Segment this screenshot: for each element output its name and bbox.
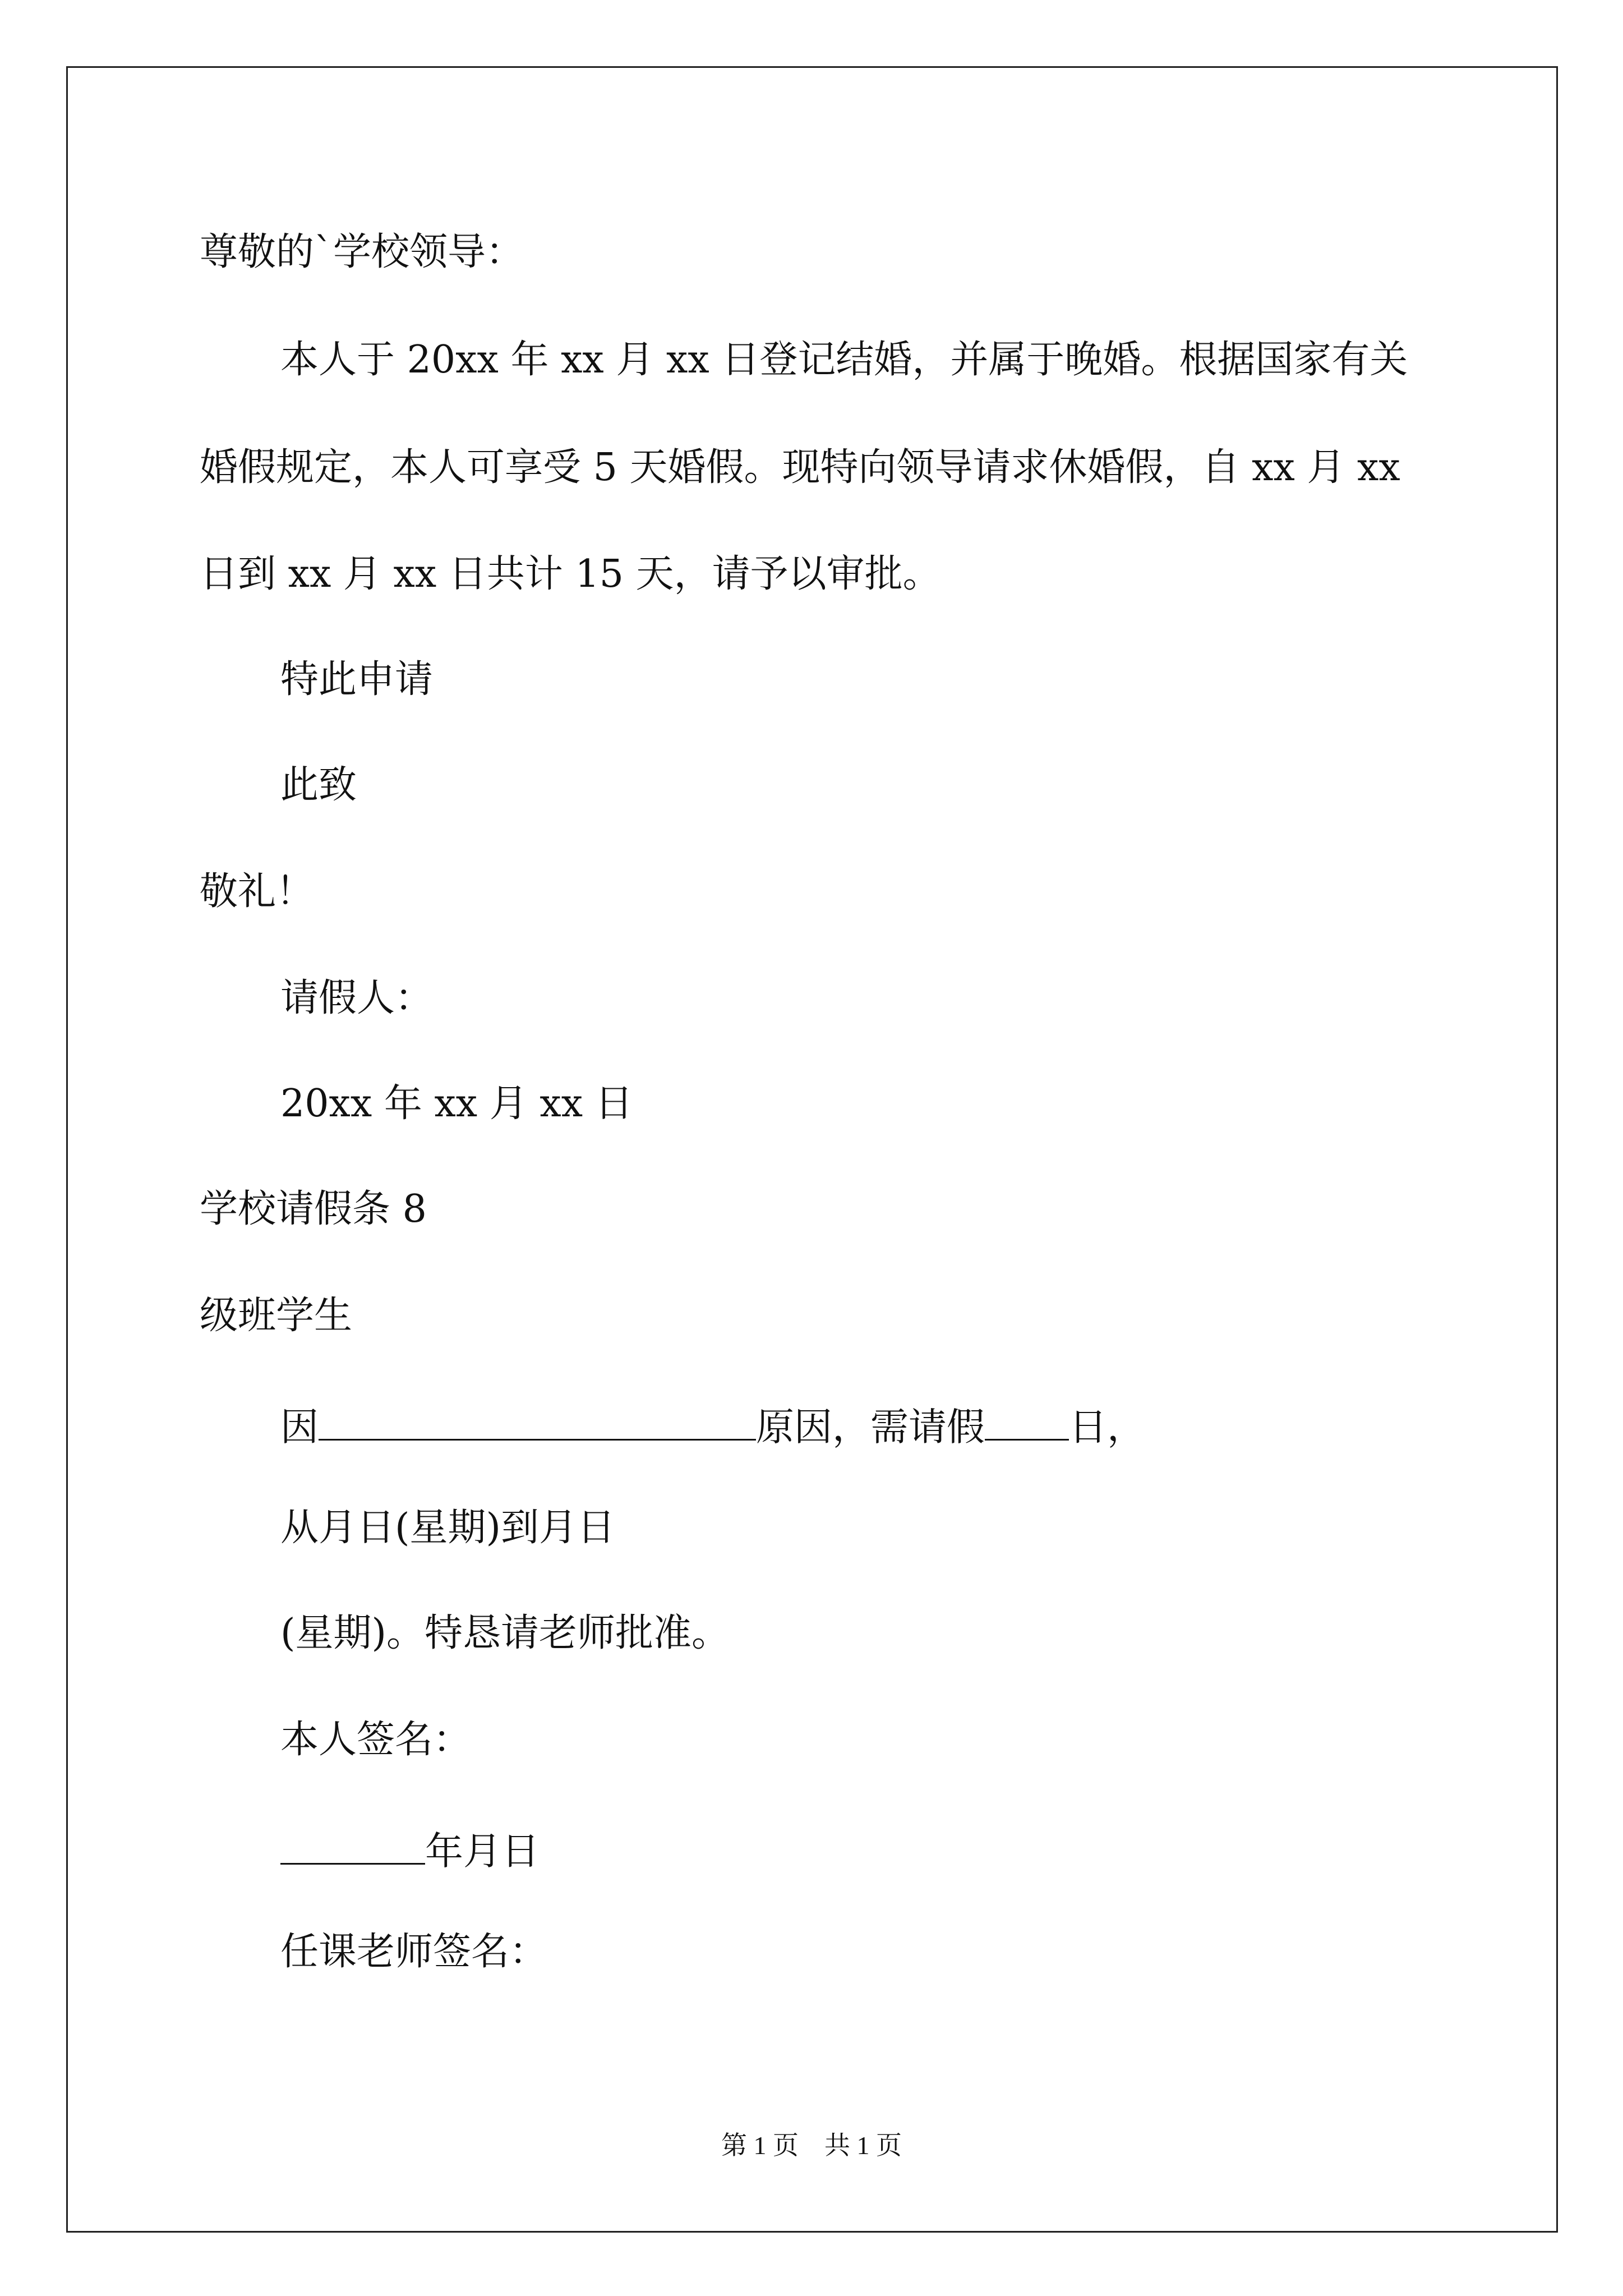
greeting: 尊敬的`学校领导： <box>200 230 524 274</box>
body-paragraph-line-2: 婚假规定，本人可享受 5 天婚假。现特向领导请求休婚假，自 xx 月 xx <box>200 445 1400 490</box>
page-border <box>66 66 1558 2233</box>
ymd-suffix: 年月日 <box>425 1829 540 1874</box>
days-suffix: 日， <box>1069 1405 1146 1450</box>
days-blank <box>985 1402 1069 1441</box>
special-request-line: 特此申请 <box>280 657 434 702</box>
weekday-approve-line: (星期)。特恳请老师批准。 <box>280 1611 730 1655</box>
reason-suffix: 原因，需请假 <box>756 1405 985 1450</box>
closing-to-you: 此致 <box>280 763 357 807</box>
closing-salute: 敬礼！ <box>200 869 315 914</box>
signature-date-line <box>280 1826 540 1874</box>
from-to-line: 从月日(星期)到月日 <box>280 1506 616 1550</box>
class-student-line: 级班学生 <box>200 1294 353 1338</box>
teacher-signature-label: 任课老师签名： <box>280 1930 548 1974</box>
signature-label: 本人签名： <box>280 1718 472 1762</box>
date-blank <box>280 1826 425 1865</box>
applicant-label: 请假人： <box>280 976 434 1020</box>
application-date: 20xx 年 xx 月 xx 日 <box>280 1082 633 1126</box>
page-number-footer: 第 1 页 共 1 页 <box>721 2131 902 2160</box>
section-title: 学校请假条 8 <box>200 1187 427 1231</box>
reason-line <box>280 1402 1146 1450</box>
body-paragraph-line-1: 本人于 20xx 年 xx 月 xx 日登记结婚，并属于晚婚。根据国家有关 <box>280 338 1408 382</box>
reason-blank <box>319 1402 756 1441</box>
reason-prefix: 因 <box>280 1405 319 1450</box>
body-paragraph-line-3: 日到 xx 月 xx 日共计 15 天，请予以审批。 <box>200 552 941 596</box>
